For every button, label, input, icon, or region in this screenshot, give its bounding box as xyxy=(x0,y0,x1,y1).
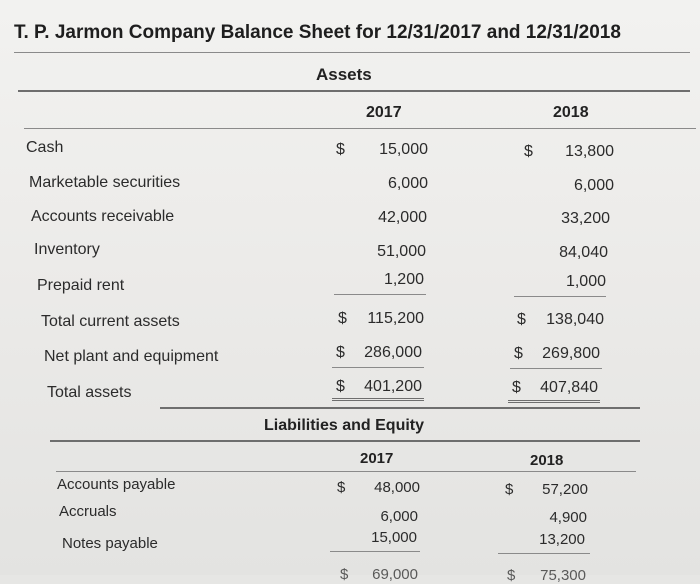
marketable-securities-2018: 6,000 xyxy=(573,177,614,194)
row-label-accounts-receivable: Accounts receivable xyxy=(31,208,175,225)
net-plant-2018: 269,800 xyxy=(542,345,600,362)
currency-sign: $ xyxy=(517,311,526,328)
total-current-assets-2018: 138,040 xyxy=(546,311,604,328)
row-label-net-plant-and-equipment: Net plant and equipment xyxy=(44,348,219,365)
assets-section-end-rule xyxy=(160,407,640,409)
accruals-2018: 4,900 xyxy=(549,509,587,526)
cash-2018: 13,800 xyxy=(565,143,614,160)
inventory-2018: 84,040 xyxy=(559,244,608,261)
liabilities-subtotal-rule-2017 xyxy=(330,551,420,552)
row-label-marketable-securities: Marketable securities xyxy=(29,174,181,191)
currency-sign: $ xyxy=(514,345,523,362)
liabilities-heading-rule xyxy=(50,440,640,442)
currency-sign: $ xyxy=(336,344,345,361)
accounts-receivable-2018: 33,200 xyxy=(561,210,610,227)
liabilities-heading: Liabilities and Equity xyxy=(264,417,425,434)
total-rule-2018 xyxy=(510,368,602,369)
marketable-securities-2017: 6,000 xyxy=(387,175,428,192)
row-label-prepaid-rent: Prepaid rent xyxy=(37,277,125,294)
sheet-title: T. P. Jarmon Company Balance Sheet for 12/31/2017 and 12/31/2018 xyxy=(14,22,621,43)
accounts-payable-2017: 48,000 xyxy=(374,479,420,496)
assets-heading-rule xyxy=(18,90,690,92)
row-label-accruals: Accruals xyxy=(59,503,117,520)
assets-heading: Assets xyxy=(316,65,372,84)
cutoff-2018: 75,300 xyxy=(540,567,586,584)
row-label-cash: Cash xyxy=(26,139,64,156)
currency-sign: $ xyxy=(337,479,346,496)
prepaid-rent-2018: 1,000 xyxy=(565,273,606,290)
net-plant-2017: 286,000 xyxy=(364,344,422,361)
row-label-accounts-payable: Accounts payable xyxy=(57,476,176,493)
accruals-2017: 6,000 xyxy=(380,508,418,525)
assets-col-2017: 2017 xyxy=(366,104,402,121)
total-assets-2018: 407,840 xyxy=(540,379,598,396)
row-label-inventory: Inventory xyxy=(34,241,100,258)
title-underline xyxy=(14,52,690,53)
currency-sign: $ xyxy=(340,566,349,583)
liabilities-subtotal-rule-2018 xyxy=(498,553,590,554)
currency-sign: $ xyxy=(505,481,514,498)
row-label-notes-payable: Notes payable xyxy=(62,535,158,552)
currency-sign: $ xyxy=(336,141,345,158)
liabilities-columns-rule xyxy=(56,471,636,472)
double-rule-2017 xyxy=(332,398,424,401)
total-assets-2017: 401,200 xyxy=(364,378,422,395)
double-rule-2018 xyxy=(508,400,600,403)
currency-sign: $ xyxy=(507,567,516,584)
currency-sign: $ xyxy=(524,143,533,160)
currency-sign: $ xyxy=(338,310,347,327)
assets-col-2018: 2018 xyxy=(553,104,589,121)
inventory-2017: 51,000 xyxy=(377,243,426,260)
liabilities-col-2018: 2018 xyxy=(530,452,564,469)
subtotal-rule-2018 xyxy=(514,296,606,297)
notes-payable-2018: 13,200 xyxy=(539,531,585,548)
cutoff-2017: 69,000 xyxy=(372,566,418,583)
total-current-assets-2017: 115,200 xyxy=(367,310,424,327)
total-rule-2017 xyxy=(332,367,424,368)
currency-sign: $ xyxy=(512,379,521,396)
accounts-receivable-2017: 42,000 xyxy=(378,209,427,226)
currency-sign: $ xyxy=(336,378,345,395)
notes-payable-2017: 15,000 xyxy=(371,529,417,546)
prepaid-rent-2017: 1,200 xyxy=(383,271,424,288)
accounts-payable-2018: 57,200 xyxy=(542,481,588,498)
cash-2017: 15,000 xyxy=(379,141,428,158)
subtotal-rule-2017 xyxy=(334,294,426,295)
row-label-total-current-assets: Total current assets xyxy=(41,313,180,330)
liabilities-col-2017: 2017 xyxy=(360,450,394,467)
row-label-total-assets: Total assets xyxy=(47,384,132,401)
assets-columns-rule xyxy=(24,128,696,129)
